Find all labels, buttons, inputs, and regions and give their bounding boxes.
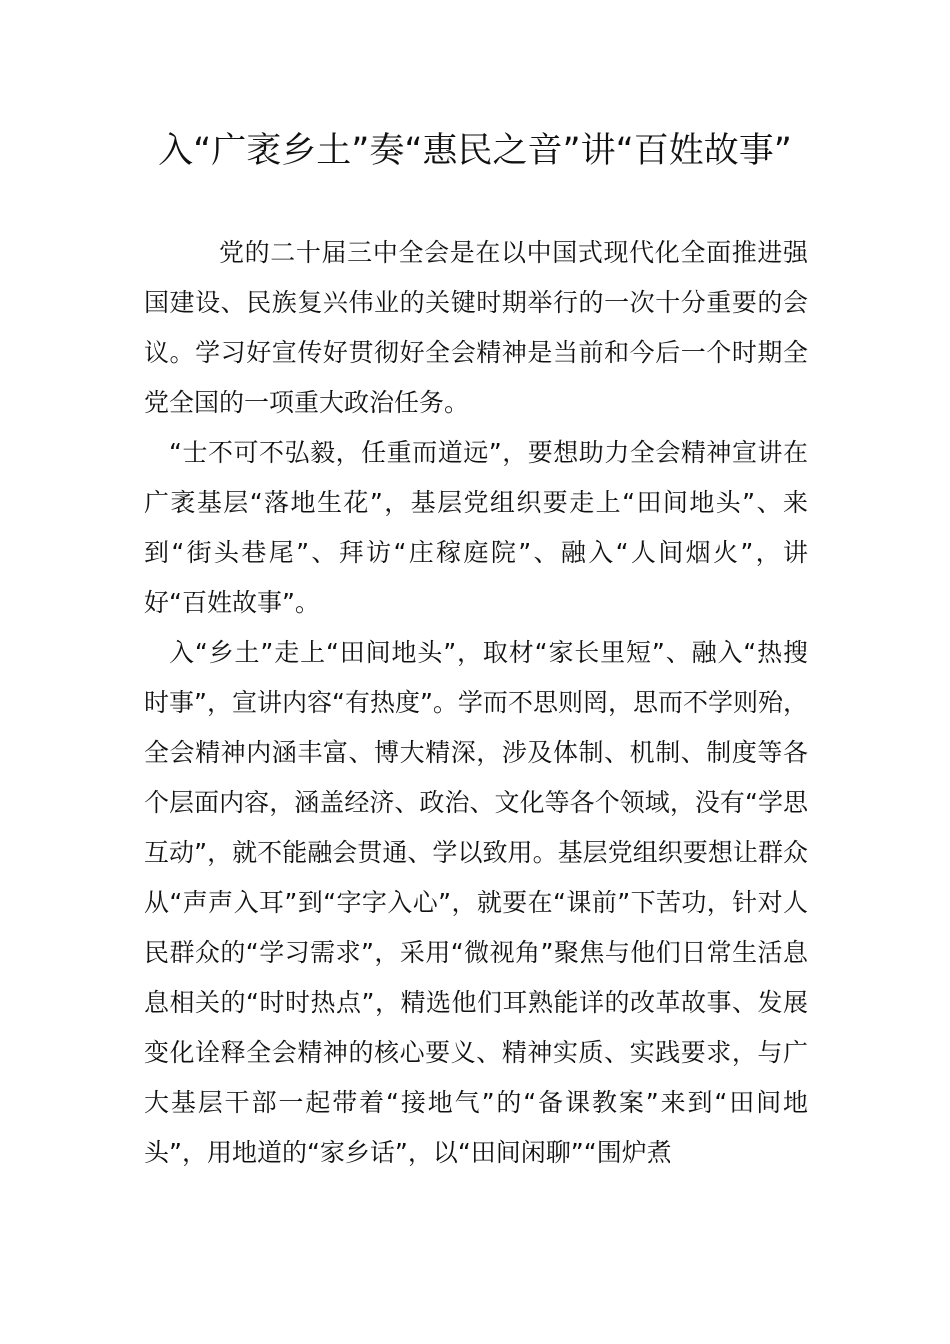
- paragraph-1: 党的二十届三中全会是在以中国式现代化全面推进强国建设、民族复兴伟业的关键时期举行的一次十分重要的会议。学习好宣传好贯彻好全会精神是当前和今后一个时期全党全国的一项重大政治任务。: [144, 238, 808, 417]
- paragraph-3: 入“乡土”走上“田间地头”，取材“家长里短”、融入“热搜时事”，宣讲内容“有热度”。学而不思则罔，思而不学则殆，全会精神内涵丰富、博大精深，涉及体制、机制、制度等各个层面内容，涵盖经济、政治、文化等各个领域，没有“学思互动”，就不能融会贯通、学以致用。基层党组织要想让群众从“声声入耳”到“字字入心”，就要在“课前”下苦功，针对人民群众的“学习需求”，采用“微视角”聚焦与他们日常生活息息相关的“时时热点”，精选他们耳熟能详的改革故事、发展变化诠释全会精神的核心要义、精神实质、实践要求，与广大基层干部一起带着“接地气”的“备课教案”来到“田间地头”，用地道的“家乡话”，以“田间闲聊”“围炉煮: [144, 638, 808, 1167]
- document-body: [144, 228, 808, 1178]
- paragraph-2: “士不可不弘毅，任重而道远”，要想助力全会精神宣讲在广袤基层“落地生花”，基层党组织要走上“田间地头”、来到“街头巷尾”、拜访“庄稼庭院”、融入“人间烟火”，讲好“百姓故事”。: [144, 438, 808, 617]
- document-title: 入“广袤乡土”奏“惠民之音”讲“百姓故事”: [158, 131, 792, 171]
